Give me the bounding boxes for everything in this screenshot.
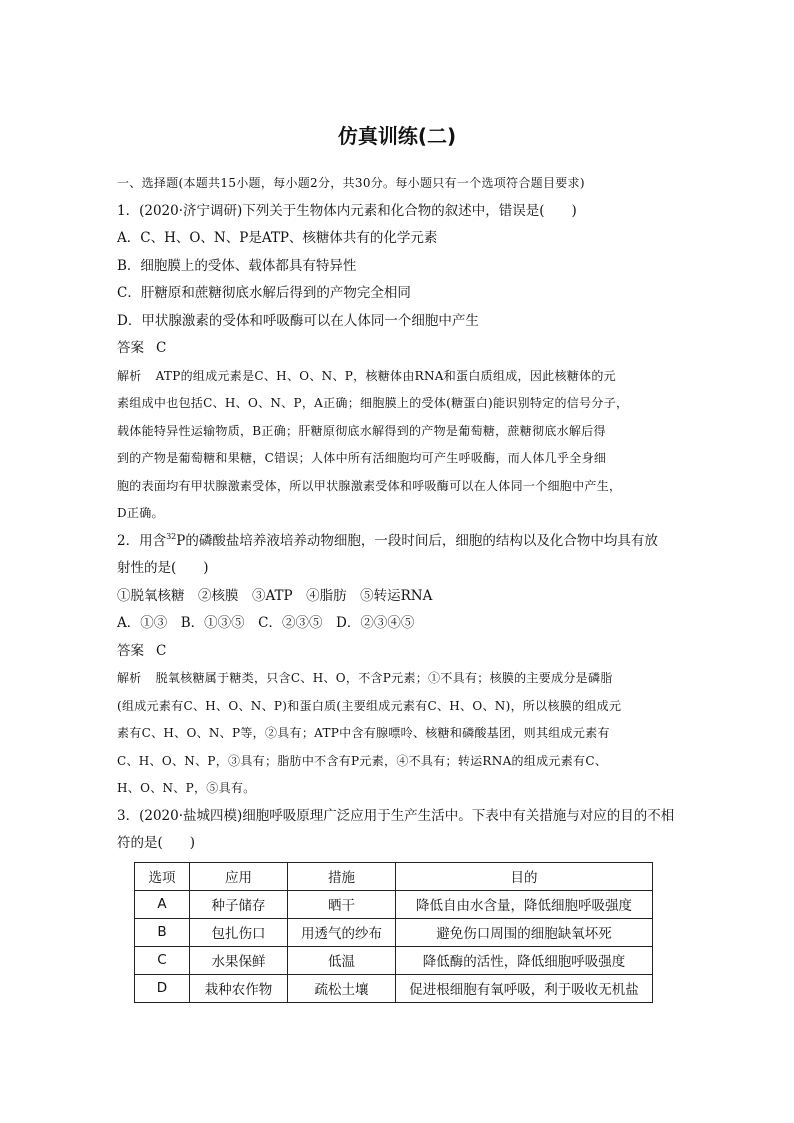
answer-label: 答案: [117, 340, 144, 356]
question-2: [117, 528, 679, 803]
table-cell: 包扎伤口: [190, 918, 288, 946]
table-cell: 种子储存: [190, 890, 288, 918]
table-cell: A: [135, 890, 190, 918]
table-cell: D: [135, 974, 190, 1002]
table-cell: 降低自由水含量，降低细胞呼吸强度: [396, 890, 653, 918]
answer-line: [117, 638, 679, 666]
analysis-line: (组成元素有C、H、O、N、P)和蛋白质(主要组成元素有C、H、O、N)，所以核膜的组成元: [117, 698, 622, 713]
analysis-line: C、H、O、N、P，③具有；脂肪中不含有P元素，④不具有；转运RNA的组成元素有C、: [117, 753, 608, 768]
table-cell: 晒干: [288, 890, 396, 918]
analysis-text: ATP的组成元素是C、H、O、N、P，核糖体由RNA和蛋白质组成，因此核糖体的元: [155, 368, 616, 383]
answer-value: C: [156, 340, 167, 356]
header-cell: 措施: [288, 862, 396, 890]
item-list: ①脱氧核糖 ②核膜 ③ATP ④脂肪 ⑤转运RNA: [117, 587, 433, 604]
analysis-line: 素组成中也包括C、H、O、N、P，A正确；细胞膜上的受体(糖蛋白)能识别特定的信号分子，: [117, 396, 629, 410]
analysis-line: D正确。: [117, 506, 164, 520]
table-row: [135, 946, 653, 974]
question-stem: 1．(2020·济宁调研)下列关于生物体内元素和化合物的叙述中，错误是( ): [117, 202, 577, 219]
analysis-line: 到的产物是葡萄糖和果糖，C错误；人体中所有活细胞均可产生呼吸酶，而人体几乎全身细: [117, 451, 607, 465]
analysis-line: 载体能特异性运输物质，B正确；肝糖原彻底水解得到的产物是葡萄糖，蔗糖彻底水解后得: [117, 423, 606, 438]
isotope-superscript: 32: [166, 531, 177, 541]
analysis-line: [117, 665, 679, 693]
table-row: [135, 974, 653, 1002]
table-cell: C: [135, 946, 190, 974]
option-d: D．甲状腺激素的受体和呼吸酶可以在人体同一个细胞中产生: [117, 312, 479, 329]
table-cell: 用透气的纱布: [288, 918, 396, 946]
question-stem-continued: 符的是( ): [117, 835, 196, 851]
table-cell: 水果保鲜: [190, 946, 288, 974]
question-1: [117, 198, 679, 528]
stem-text: P的磷酸盐培养液培养动物细胞，一段时间后，细胞的结构以及化合物中均具有放: [176, 532, 658, 549]
section-header: 一、选择题(本题共15小题，每小题2分，共30分。每小题只有一个选项符合题目要求): [117, 176, 585, 190]
option-a: A．C、H、O、N、P是ATP、核糖体共有的化学元素: [117, 230, 438, 246]
question-stem-continued: 射性的是( ): [117, 560, 209, 576]
table-row: [135, 890, 653, 918]
header-cell: 应用: [190, 862, 288, 890]
table-cell: 低温: [288, 946, 396, 974]
table-cell: B: [135, 918, 190, 946]
content-area: [117, 170, 679, 1003]
answer-label: 答案: [117, 642, 144, 659]
analysis-line: [117, 363, 679, 391]
question-stem: 3．(2020·盐城四模)细胞呼吸原理广泛应用于生产生活中。下表中有关措施与对应的目的不相: [117, 807, 675, 824]
table-cell: 疏松土壤: [288, 974, 396, 1002]
answer-line: [117, 335, 679, 363]
analysis-label: 解析: [117, 368, 142, 383]
stem-text: 2．用含: [117, 532, 167, 549]
header-cell: 选项: [135, 862, 190, 890]
table-cell: 避免伤口周围的细胞缺氧坏死: [396, 918, 653, 946]
options-line: A．①③ B．①③⑤ C．②③⑤ D．②③④⑤: [117, 615, 415, 631]
analysis-line: H、O、N、P，⑤具有。: [117, 781, 256, 795]
option-c: C．肝糖原和蔗糖彻底水解后得到的产物完全相同: [117, 285, 411, 301]
measures-table: [134, 862, 653, 1003]
question-3: [117, 803, 679, 1003]
table-row: [135, 918, 653, 946]
table-cell: 栽种农作物: [190, 974, 288, 1002]
table-header-row: [135, 862, 653, 890]
option-b: B．细胞膜上的受体、载体都具有特异性: [117, 257, 357, 274]
page-title: 仿真训练(二): [337, 124, 457, 148]
analysis-label: 解析: [117, 671, 142, 685]
table-cell: 促进根细胞有氧呼吸，利于吸收无机盐: [396, 974, 653, 1002]
analysis-text: 脱氧核糖属于糖类，只含C、H、O，不含P元素；①不具有；核膜的主要成分是磷脂: [155, 671, 613, 685]
analysis-line: 素有C、H、O、N、P等，②具有；ATP中含有腺嘌呤、核糖和磷酸基团，则其组成元素有: [117, 726, 610, 740]
answer-value: C: [156, 642, 167, 659]
header-cell: 目的: [396, 862, 653, 890]
analysis-line: 胞的表面均有甲状腺激素受体，所以甲状腺激素受体和呼吸酶可以在人体同一个细胞中产生，: [117, 478, 622, 493]
table-cell: 降低酶的活性，降低细胞呼吸强度: [396, 946, 653, 974]
question-stem: [117, 528, 679, 556]
